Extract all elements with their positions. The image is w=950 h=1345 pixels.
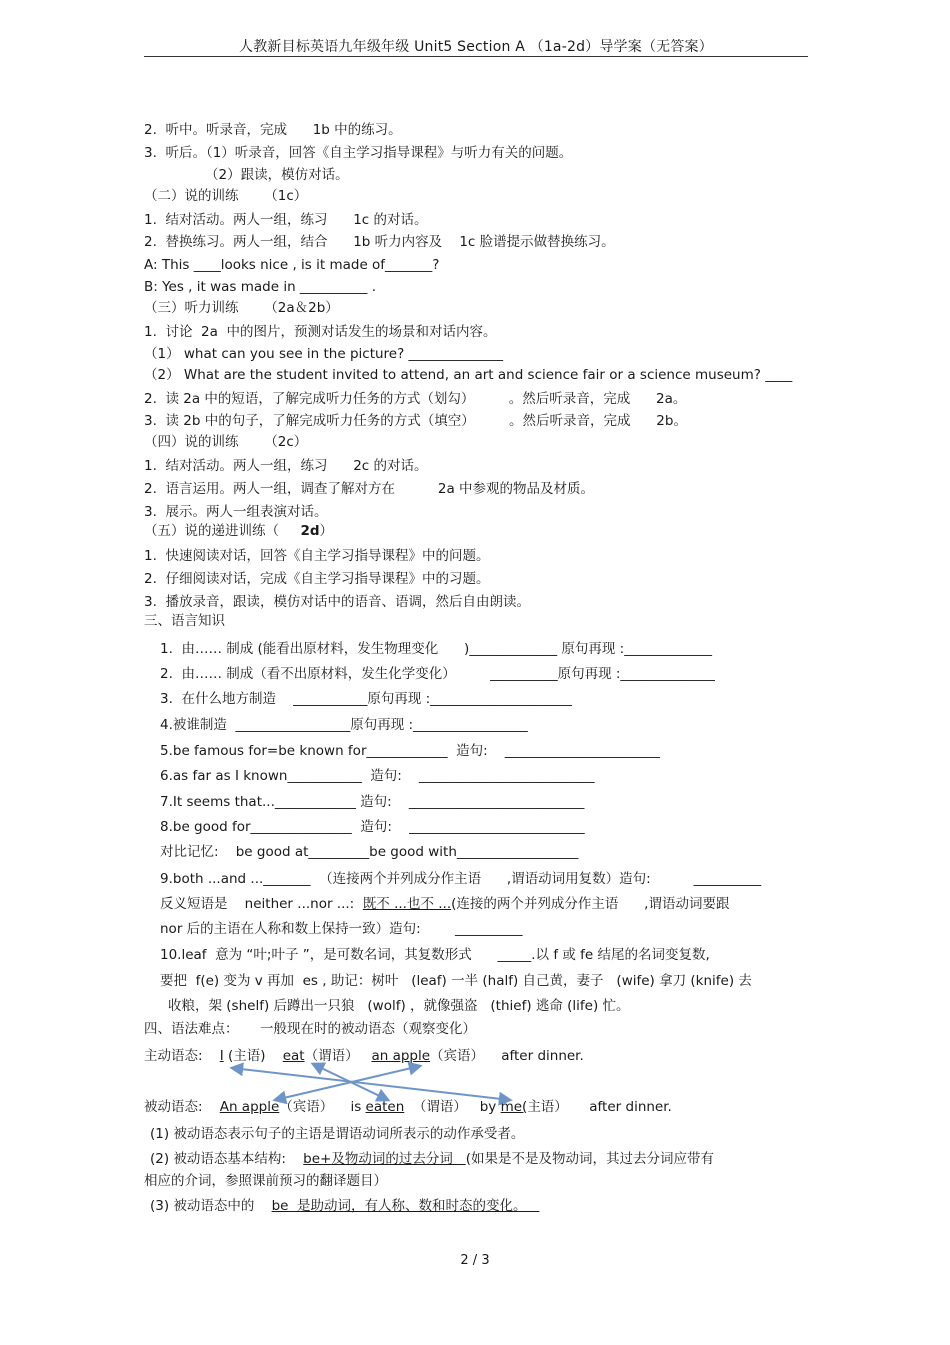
text-line: 1. 快速阅读对话，回答《自主学习指导课程》中的问题。	[144, 548, 490, 564]
knowledge-item: 1. 由…… 制成 (能看出原材料，发生物理变化 )_____________ 原句再现 :_____________	[160, 641, 712, 657]
knowledge-item: 6.as far as I known___________ 造句: __________________________	[160, 768, 595, 784]
text-line: 1. 结对活动。两人一组，练习 2c 的对话。	[144, 458, 428, 474]
text-line: （2）跟读，模仿对话。	[205, 167, 349, 183]
section-heading: （四）说的训练 （2c）	[144, 434, 308, 450]
text-line: 2. 仔细阅读对话，完成《自主学习指导课程》中的习题。	[144, 571, 490, 587]
knowledge-item: 8.be good for_______________ 造句: __________________________	[160, 819, 585, 835]
text-line: 3. 读 2b 中的句子，了解完成听力任务的方式（填空） 。然后听录音，完成 2b。	[144, 413, 687, 429]
grammar-note: (1) 被动语态表示句子的主语是谓语动词所表示的动作承受者。	[150, 1126, 525, 1142]
page-header: 人教新目标英语九年级年级 Unit5 Section A （1a-2d）导学案（无答案）	[239, 39, 713, 55]
grammar-note: 相应的介词，参照课前预习的翻译题目）	[144, 1173, 387, 1189]
passive-voice-example: 被动语态: An apple（宾语） is eaten （谓语） by me(主语） after dinner.	[144, 1099, 672, 1115]
knowledge-item: 要把 f(e) 变为 v 再加 es , 助记：树叶 (leaf) 一半 (half) 自己黄，妻子 (wife) 拿刀 (knife) 去	[160, 973, 752, 989]
text-line: 2. 听中。听录音，完成 1b 中的练习。	[144, 122, 402, 138]
text-line: 2. 替换练习。两人一组，结合 1b 听力内容及 1c 脸谱提示做替换练习。	[144, 234, 615, 250]
dialogue-line: A: This ____looks nice , is it made of_______?	[144, 257, 440, 273]
text-line: 3. 展示。两人一组表演对话。	[144, 504, 328, 520]
knowledge-item: 收粮，架 (shelf) 后蹲出一只狼 (wolf) ，就像强盗 (thief) 逃命 (life) 忙。	[168, 998, 630, 1014]
knowledge-item: 7.It seems that...____________ 造句: __________________________	[160, 794, 585, 810]
knowledge-item: 10.leaf 意为 “叶;叶子 ”，是可数名词，其复数形式 _____.以 f 或 fe 结尾的名词变复数,	[160, 947, 710, 963]
knowledge-item: 9.both ...and ..._______ （连接两个并列成分作主语 ,谓语动词用复数）造句: __________	[160, 871, 762, 887]
text-line: 2. 语言运用。两人一组，调查了解对方在 2a 中参观的物品及材质。	[144, 481, 595, 497]
knowledge-item: nor 后的主语在人称和数上保持一致）造句: __________	[160, 921, 523, 937]
grammar-note: (3) 被动语态中的 be 是助动词，有人称、数和时态的变化。	[150, 1198, 540, 1214]
text-line: 3. 听后。（1）听录音，回答《自主学习指导课程》与听力有关的问题。	[144, 145, 573, 161]
section-heading: （三）听力训练 （2a＆2b）	[144, 300, 339, 316]
question-line: （2） What are the student invited to attend, an art and science fair or a science museum? ____	[144, 367, 793, 383]
grammar-note: (2) 被动语态基本结构: be+及物动词的过去分词 (如果是不是及物动词，其过去分词应带有	[150, 1151, 714, 1167]
knowledge-item: 5.be famous for=be known for____________ 造句: _______________________	[160, 743, 661, 759]
text-line: 1. 结对活动。两人一组，练习 1c 的对话。	[144, 212, 428, 228]
text-line: 3. 播放录音，跟读，模仿对话中的语音、语调，然后自由朗读。	[144, 594, 530, 610]
question-line: （1） what can you see in the picture? ______________	[144, 346, 504, 362]
page-number: 2 / 3	[460, 1253, 490, 1268]
knowledge-item: 4.被谁制造 _________________原句再现 :_________________	[160, 717, 528, 733]
arrow-line	[232, 1068, 510, 1100]
section-heading: （五）说的递进训练（ 2d）	[144, 523, 334, 539]
knowledge-item: 对比记忆: be good at_________be good with__________________	[160, 844, 579, 860]
section-heading: （二）说的训练 （1c）	[144, 188, 308, 204]
knowledge-item: 3. 在什么地方制造 ___________原句再现 :_____________________	[160, 691, 572, 707]
section-heading: 三、语言知识	[144, 613, 225, 629]
dialogue-line: B: Yes , it was made in __________ .	[144, 279, 377, 295]
text-line: 2. 读 2a 中的短语，了解完成听力任务的方式（划勾） 。然后听录音，完成 2a。	[144, 391, 687, 407]
arrow-line	[275, 1066, 420, 1100]
knowledge-item: 2. 由…… 制成（看不出原材料，发生化学变化） __________原句再现 :______________	[160, 666, 715, 682]
text-line: 1. 讨论 2a 中的图片，预测对话发生的场景和对话内容。	[144, 324, 497, 340]
active-voice-example: 主动语态: I (主语) eat（谓语） an apple（宾语） after dinner.	[144, 1048, 584, 1064]
knowledge-item: 反义短语是 neither ...nor ...: 既不 ...也不 ...(连接的两个并列成分作主语 ,谓语动词要跟	[160, 896, 730, 912]
section-heading: 四、语法难点： 一般现在时的被动语态（观察变化）	[144, 1021, 476, 1037]
